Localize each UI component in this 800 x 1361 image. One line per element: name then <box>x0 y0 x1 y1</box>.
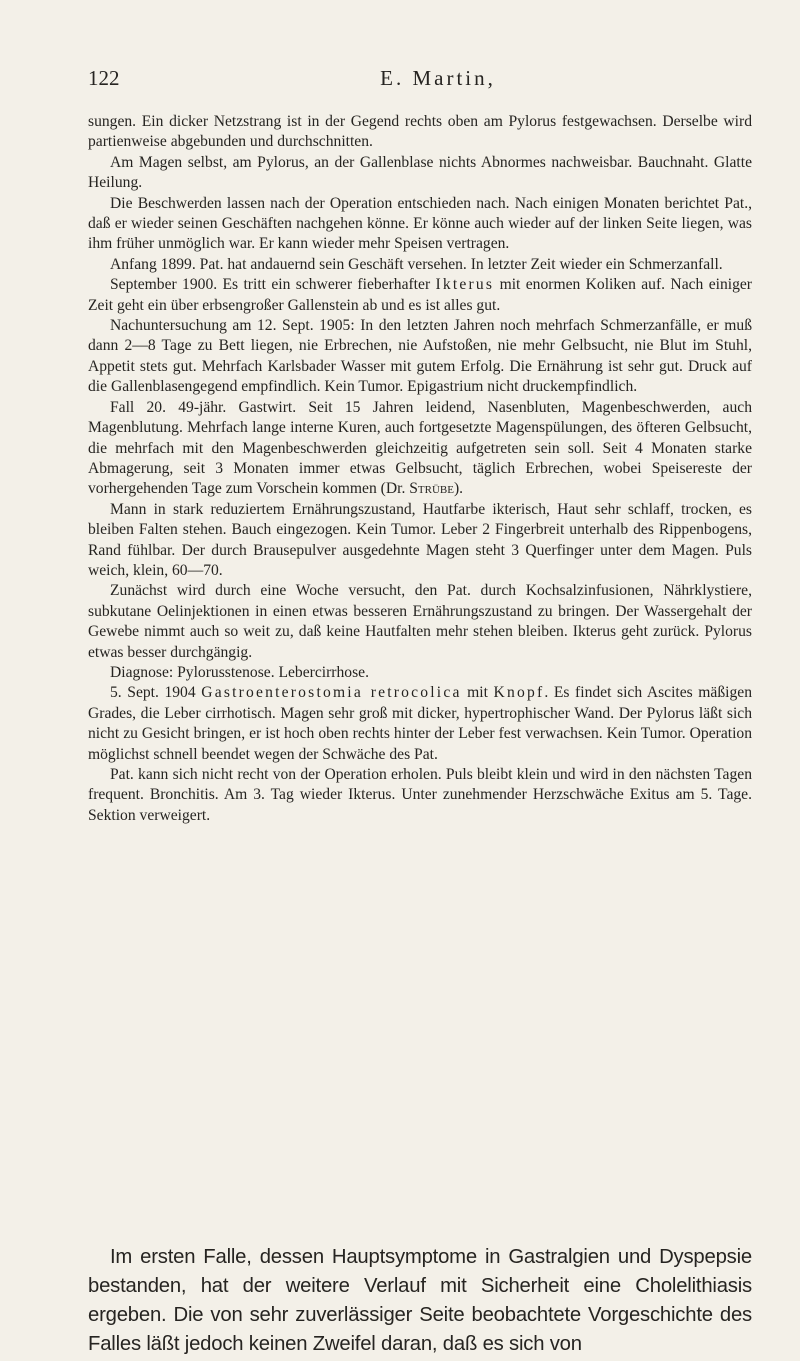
text-run: Nachuntersuchung am 12. Sept. 1905: In den letzten Jahren noch mehrfach Schmerzanfälle, er muß dann 2—8 Tage zu Bett liegen, nie Erbrechen, nie Aufstoßen, nie mehr Gelbsucht, nie Blut im Stuhl, Appetit stets gut. Mehrfach Karlsbader Wasser mit gutem Erfolg. Die Ernährung ist sehr gut. Druck auf die Gallenblasengegend empfindlich. Kein Tumor. Epigastrium nicht druckempfindlich. <box>88 317 752 396</box>
paragraph <box>88 683 752 765</box>
body-text <box>88 112 752 826</box>
text-run: mit enormen Koliken auf. Nach einiger Zeit geht ein über erbsengroßer Gallenstein ab und es ist alles gut. <box>88 276 752 314</box>
paragraph <box>88 112 752 153</box>
text-run: Pat. kann sich nicht recht von der Operation erholen. Puls bleibt klein und wird in den nächsten Tagen frequent. Bronchitis. Am 3. Tag wieder Ikterus. Unter zunehmender Herzschwäche Exitus am 5. Tage. Sektion verweigert. <box>88 766 752 824</box>
text-run: Diagnose: Pylorusstenose. Lebercirrhose. <box>110 663 369 681</box>
running-title: E. Martin, <box>380 66 496 90</box>
text-run: Am Magen selbst, am Pylorus, an der Gallenblase nichts Abnormes nachweisbar. Bauchnaht. Glatte Heilung. <box>88 153 752 192</box>
spaced-term: Gastroenterostomia retrocolica <box>201 684 462 702</box>
paragraph <box>88 398 752 500</box>
text-run: September 1900. Es tritt ein schwerer fieberhafter <box>110 276 436 294</box>
paragraph <box>88 663 752 683</box>
closing-paragraph: Im ersten Falle, dessen Hauptsymptome in Gastralgien und Dyspepsie bestanden, hat der weitere Verlauf mit Sicherheit eine Cholelithiasis ergeben. Die von sehr zuverlässiger Seite beobachtete Vorgeschichte des Falles läßt jedoch keinen Zweifel daran, daß es sich von <box>88 1246 752 1355</box>
paragraph <box>88 316 752 398</box>
paragraph <box>88 153 752 194</box>
paragraph <box>88 581 752 663</box>
page-number: 122 <box>88 66 120 90</box>
closing-text <box>88 1243 752 1359</box>
spaced-term: Ikterus <box>435 276 495 294</box>
text-run: Mann in stark reduziertem Ernährungszustand, Hautfarbe ikterisch, Haut sehr schlaff, trocken, es bleiben Falten stehen. Bauch eingezogen. Kein Tumor. Leber 2 Fingerbreit unterhalb des Rippenbogens, Rand fühlbar. Der durch Brausepulver ausgedehnte Magen steht 3 Querfinger unter dem Magen. Puls weich, klein, 60—70. <box>88 500 752 579</box>
page-header <box>88 66 748 94</box>
paragraph <box>88 765 752 826</box>
paragraph <box>88 500 752 582</box>
text-run: . Es findet sich Ascites mäßigen Grades, die Leber cirrhotisch. Magen sehr groß mit dicker, hypertrophischer Wand. Der Pylorus läßt sich nicht zu Gesicht bringen, er ist hoch oben rechts hinter der Leber fest verwachsen. Kein Tumor. Operation möglichst schnell beendet wegen der Schwäche des Pat. <box>88 684 753 763</box>
text-run: 5. Sept. 1904 <box>110 684 202 702</box>
paragraph <box>88 275 752 316</box>
text-run: ). <box>453 480 464 498</box>
text-run: Fall 20. 49-jähr. Gastwirt. Seit 15 Jahren leidend, Nasenbluten, Magenbeschwerden, auch Magenblutung. Mehrfach lange interne Kuren, auch fortgesetzte Magenspülungen, des öfteren Gelbsucht, die mehrfach mit den Magenbeschwerden gleichzeitig aufgetreten sein soll. Seit 4 Monaten starke Abmagerung, seit 3 Monaten immer etwas Gelbsucht, täglich Erbrechen, wobei Speisereste der vorhergehenden Tage zum Vorschein kommen (Dr. <box>88 398 752 498</box>
small-caps-name: Strübe <box>409 480 454 498</box>
text-run: Zunächst wird durch eine Woche versucht, den Pat. durch Kochsalzinfusionen, Nährklystiere, subkutane Oelinjektionen in einen etwas besseren Ernährungszustand zu bringen. Der Wassergehalt der Gewebe nimmt auch so weit zu, daß keine Hautfalten mehr stehen bleiben. Ikterus geht zurück. Pylorus etwas besser durchgängig. <box>88 582 752 661</box>
text-run: Anfang 1899. Pat. hat andauernd sein Geschäft versehen. In letzter Zeit wieder ein Schmerzanfall. <box>110 255 723 273</box>
text-run: Die Beschwerden lassen nach der Operation entschieden nach. Nach einigen Monaten berichtet Pat., daß er wieder seinen Geschäften nachgehen könne. Er könne auch wieder auf der linken Seite liegen, was ihm früher unmöglich war. Er kann wieder mehr Speisen vertragen. <box>88 194 752 253</box>
paragraph <box>88 255 752 275</box>
text-run: sungen. Ein dicker Netzstrang ist in der Gegend rechts oben am Pylorus festgewachsen. Derselbe wird partienweise abgebunden und durchschnitten. <box>88 113 752 151</box>
text-run: mit <box>461 684 494 702</box>
spaced-term: Knopf <box>493 684 545 702</box>
paragraph <box>88 194 752 255</box>
